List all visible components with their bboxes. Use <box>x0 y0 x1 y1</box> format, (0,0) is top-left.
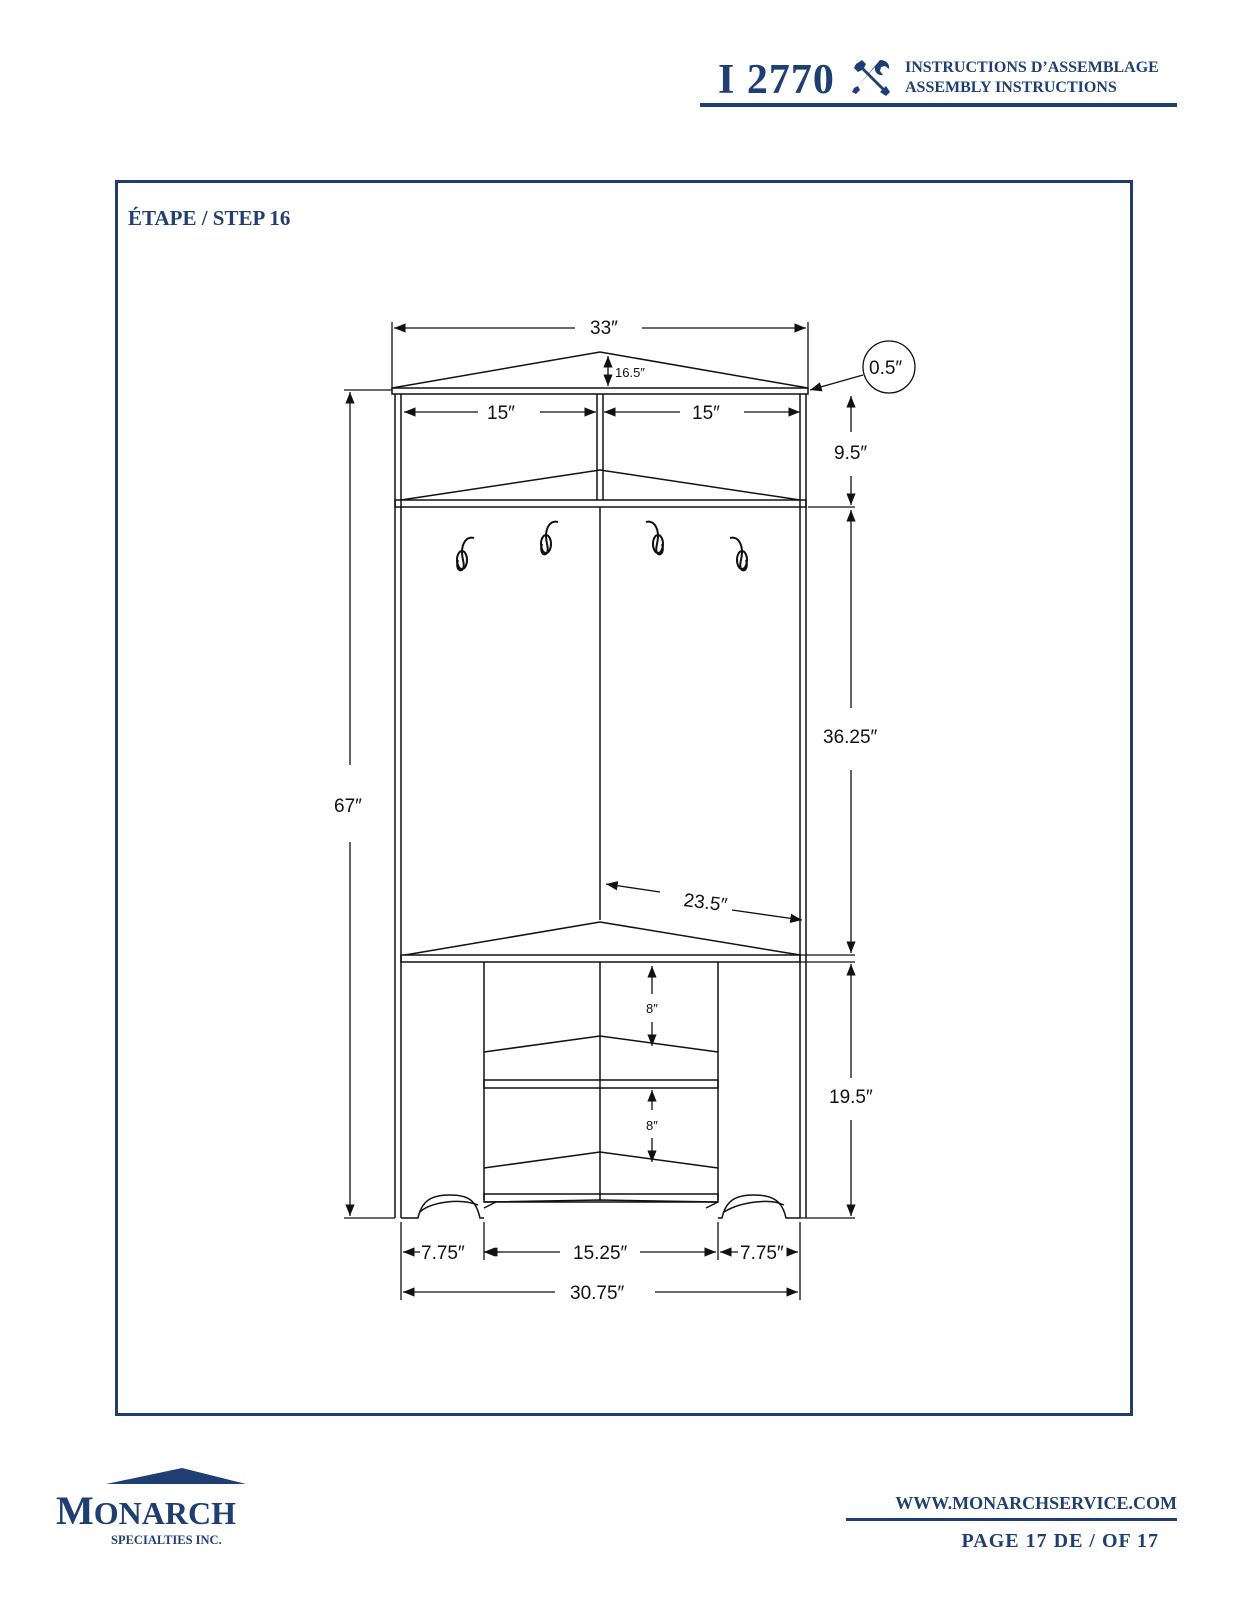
dim-label-top-width: 33″ <box>590 318 618 339</box>
dim-label-depth: 23.5″ <box>682 890 729 917</box>
page-number: PAGE 17 DE / OF 17 <box>961 1530 1159 1552</box>
brand-initial: M <box>56 1488 94 1533</box>
hook-icon <box>457 538 474 571</box>
left-base-arch <box>401 1195 484 1218</box>
header-title-en: ASSEMBLY INSTRUCTIONS <box>905 79 1117 96</box>
dim-label-center-base: 15.25″ <box>573 1243 628 1264</box>
model-number: I 2770 <box>718 57 835 103</box>
brand-rest: ONARCH <box>93 1495 236 1531</box>
hook-icon <box>730 538 747 571</box>
hook-icon <box>646 522 663 555</box>
dim-label-upper-shelf: 9.5″ <box>834 443 868 464</box>
dim-label-top-thickness: 0.5″ <box>869 358 903 379</box>
coat-hooks <box>457 522 747 571</box>
lower-shelf-1-board <box>484 1080 718 1088</box>
brand-name <box>56 1487 236 1534</box>
hook-icon <box>541 522 558 555</box>
upper-shelf-surface <box>401 470 800 500</box>
roof-outline <box>392 352 808 388</box>
step-title: ÉTAPE / STEP 16 <box>128 206 291 230</box>
upper-shelf-board <box>395 500 806 507</box>
brand-subtitle: SPECIALTIES INC. <box>111 1533 222 1547</box>
dim-label-base-width: 30.75″ <box>570 1283 625 1304</box>
dim-label-right-base: 7.75″ <box>740 1243 784 1264</box>
dim-label-middle-height: 36.25″ <box>823 727 878 748</box>
lower-shelf-1-surface <box>484 1036 718 1052</box>
lower-shelf-2-surface <box>484 1152 718 1168</box>
seat-board <box>401 955 800 962</box>
top-board <box>392 388 808 394</box>
seat-surface <box>405 922 800 955</box>
dim-label-right-section: 15″ <box>692 403 720 424</box>
footer-divider <box>846 1518 1177 1521</box>
dim-label-shelf-gap-2: 8″ <box>646 1118 658 1133</box>
dim-label-shelf-gap-1: 8″ <box>646 1001 658 1016</box>
dim-label-left-base: 7.75″ <box>421 1243 465 1264</box>
dim-label-bottom-height: 19.5″ <box>829 1087 873 1108</box>
website-link[interactable]: WWW.MONARCHSERVICE.COM <box>895 1493 1177 1513</box>
right-base-arch-inner <box>724 1201 784 1212</box>
dim-label-roof-height: 16.5″ <box>615 365 645 380</box>
left-base-arch-inner <box>420 1201 478 1212</box>
base-toe-kick <box>484 1200 718 1208</box>
right-base-arch <box>718 1195 800 1218</box>
header-title-fr: INSTRUCTIONS D’ASSEMBLAGE <box>905 59 1159 76</box>
dim-label-left-section: 15″ <box>487 403 515 424</box>
dim-label-total-height: 67″ <box>334 796 362 817</box>
